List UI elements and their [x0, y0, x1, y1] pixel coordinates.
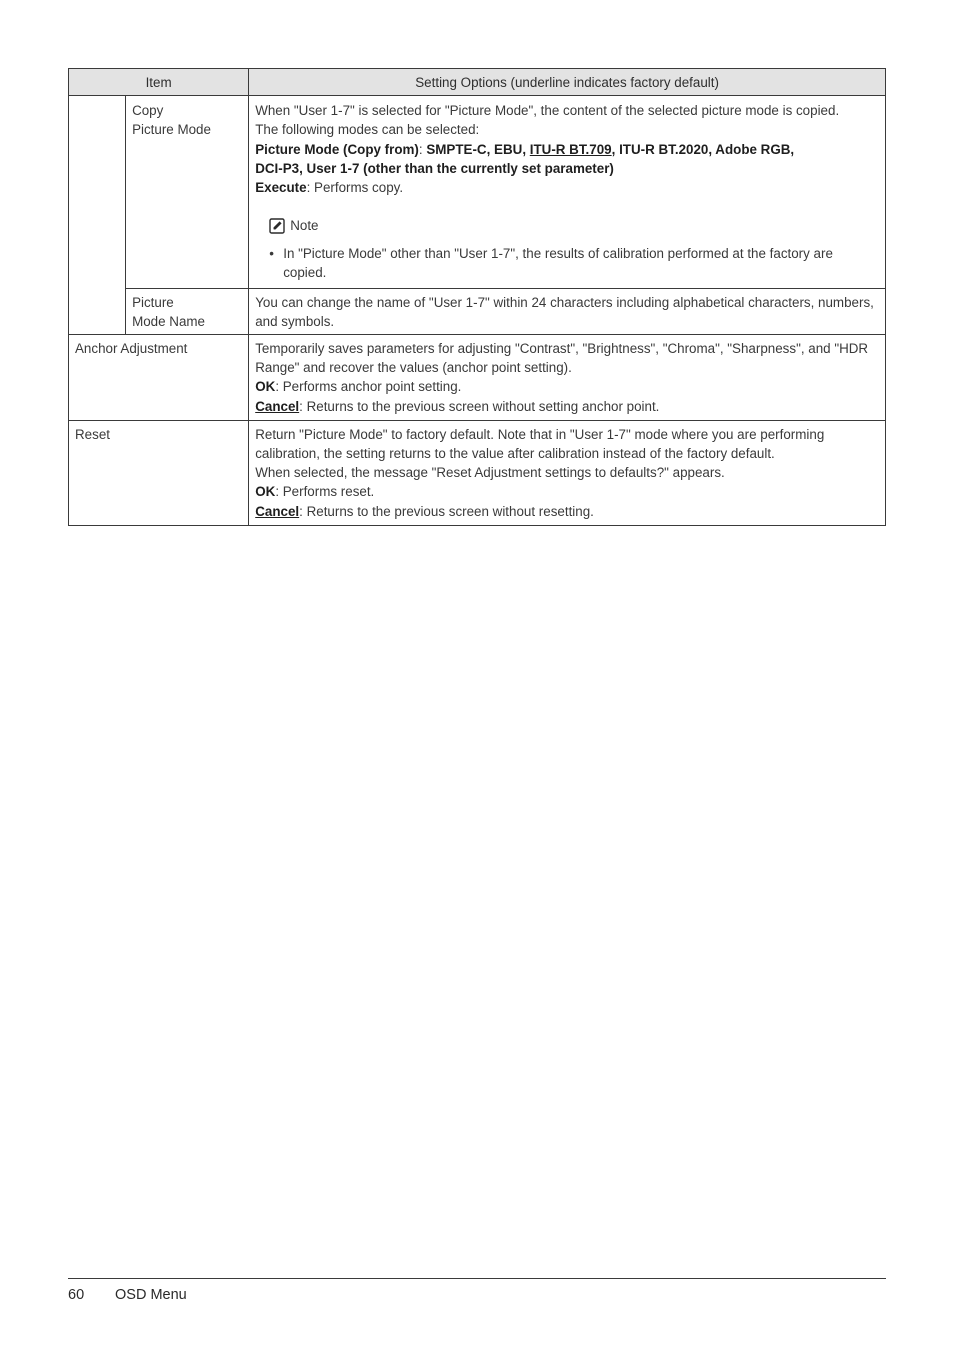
cancel-text: : Returns to the previous screen without resetting.: [299, 503, 594, 519]
header-item: Item: [69, 69, 249, 96]
table-row: [69, 420, 886, 525]
cancel-line: [255, 397, 879, 416]
description: When "User 1-7" is selected for "Picture Mode", the content of the selected picture mode is copied.: [255, 103, 840, 119]
page-footer: [68, 1286, 187, 1305]
note-title: Note: [290, 218, 319, 234]
description: Temporarily saves parameters for adjusting "Contrast", "Brightness", "Chroma", "Sharpness", and "HDR Range" and recover the values (anchor point setting).: [255, 341, 869, 376]
ok-line: [255, 482, 879, 501]
description: The following modes can be selected:: [255, 122, 480, 138]
page-number: 60: [68, 1287, 85, 1303]
item-label-line: Picture: [132, 294, 174, 310]
table-row: [69, 96, 886, 288]
option-values: , ITU-R BT.2020, Adobe RGB,: [611, 141, 795, 157]
execute-line: [255, 178, 879, 197]
options-picture-mode-name: [249, 288, 886, 334]
note-list: [269, 244, 879, 282]
separator: :: [418, 141, 427, 157]
note-item: [269, 244, 879, 282]
table-row: [69, 335, 886, 421]
option-values: DCI-P3, User 1-7 (other than the currently set parameter): [255, 160, 614, 176]
option-list: [255, 140, 879, 159]
option-values: SMPTE-C, EBU,: [426, 141, 530, 157]
cancel-line: [255, 502, 879, 521]
table-header-row: [69, 69, 886, 96]
option-label: Picture Mode (Copy from): [255, 141, 419, 157]
item-picture-mode-name: [126, 288, 249, 334]
table-row: [69, 288, 886, 334]
factory-default-option: ITU-R BT.709: [529, 141, 612, 157]
item-label-line: Copy: [132, 103, 164, 119]
header-setting-options: Setting Options (underline indicates factory default): [249, 69, 886, 96]
options-copy-picture-mode: [249, 96, 886, 288]
footer-divider: [68, 1278, 886, 1279]
section-title: OSD Menu: [115, 1287, 187, 1303]
note-text: In "Picture Mode" other than "User 1-7", the results of calibration performed at the factory are copied.: [283, 246, 833, 281]
ok-text: : Performs anchor point setting.: [275, 379, 462, 395]
empty-parent-cell: [69, 96, 126, 335]
execute-text: : Performs copy.: [306, 180, 404, 196]
execute-label: Execute: [255, 180, 307, 196]
ok-label: OK: [255, 484, 276, 500]
cancel-text: : Returns to the previous screen without setting anchor point.: [299, 398, 660, 414]
item-label-line: Picture Mode: [132, 122, 211, 138]
options-anchor-adjustment: [249, 335, 886, 421]
note-block: [255, 216, 879, 282]
note-header: [269, 216, 879, 235]
item-label-line: Mode Name: [132, 313, 205, 329]
ok-line: [255, 377, 879, 396]
pencil-note-icon: [269, 218, 285, 234]
options-reset: [249, 420, 886, 525]
cancel-label: Cancel: [255, 503, 300, 519]
item-copy-picture-mode: [126, 96, 249, 288]
bullet: •: [269, 246, 274, 262]
item-anchor-adjustment: Anchor Adjustment: [69, 335, 249, 421]
item-reset: Reset: [69, 420, 249, 525]
cancel-label: Cancel: [255, 398, 300, 414]
description: When selected, the message "Reset Adjustment settings to defaults?" appears.: [255, 465, 725, 481]
settings-table: [68, 68, 886, 526]
ok-label: OK: [255, 379, 276, 395]
description: You can change the name of "User 1-7" within 24 characters including alphabetical characters, numbers, and symbols.: [255, 294, 874, 329]
ok-text: : Performs reset.: [275, 484, 375, 500]
description: Return "Picture Mode" to factory default. Note that in "User 1-7" mode where you are performing calibration, the setting returns to the value after calibration instead of the factory default.: [255, 426, 825, 462]
